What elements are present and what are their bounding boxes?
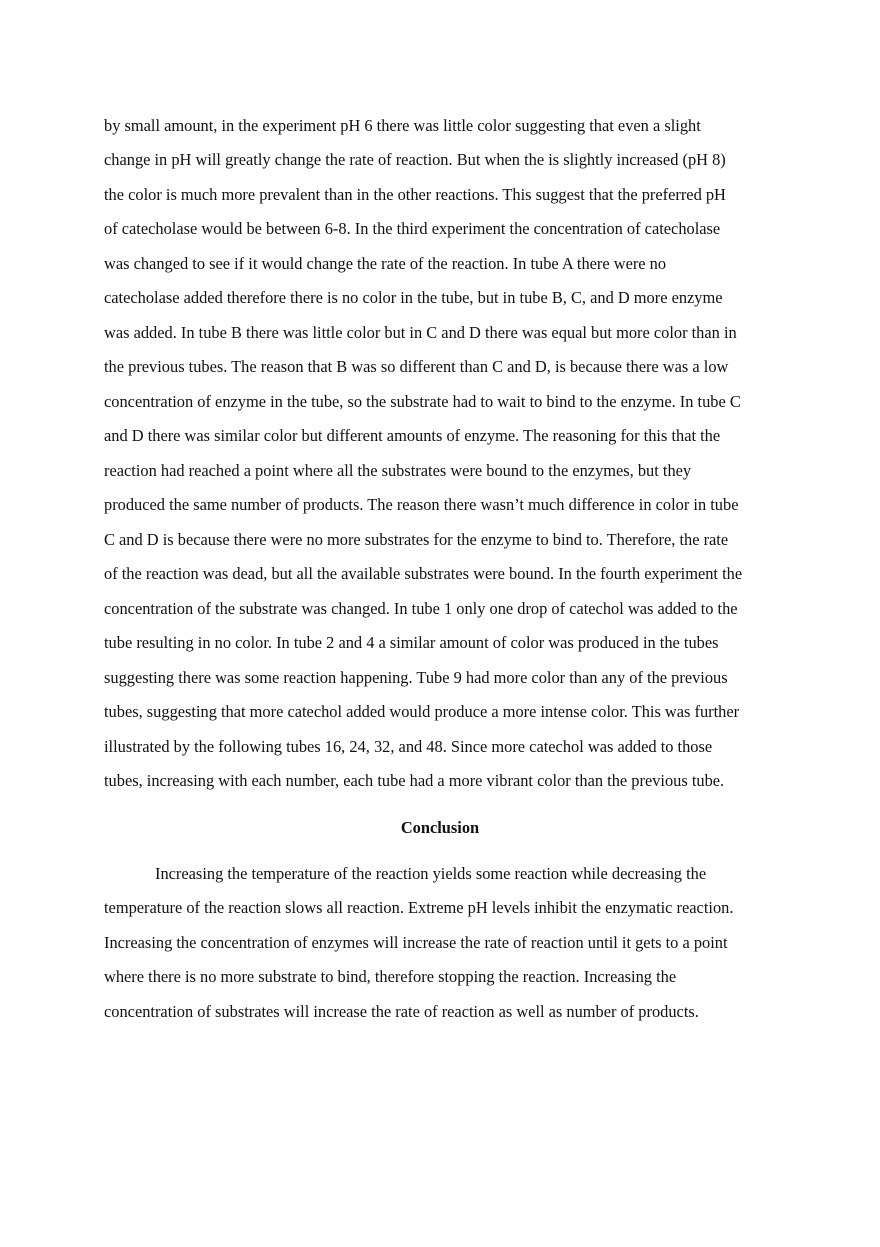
discussion-line: change in pH will greatly change the rate of reaction. But when the is slightly increased (pH 8) xyxy=(104,150,726,169)
conclusion-heading: Conclusion xyxy=(400,818,480,837)
conclusion-line: concentration of substrates will increase the rate of reaction as well as number of products. xyxy=(104,1002,699,1021)
discussion-line: tubes, increasing with each number, each tube had a more vibrant color than the previous tube. xyxy=(104,771,725,790)
discussion-line: catecholase added therefore there is no color in the tube, but in tube B, C, and D more enzyme xyxy=(104,288,723,307)
discussion-line: of the reaction was dead, but all the available substrates were bound. In the fourth experiment the xyxy=(104,564,743,583)
discussion-line: and D there was similar color but different amounts of enzyme. The reasoning for this that the xyxy=(104,426,721,445)
discussion-line: the color is much more prevalent than in the other reactions. This suggest that the preferred pH xyxy=(104,185,726,204)
discussion-line: concentration of the substrate was changed. In tube 1 only one drop of catechol was added to the xyxy=(104,599,738,618)
discussion-line: was changed to see if it would change the rate of the reaction. In tube A there were no xyxy=(104,254,667,273)
conclusion-line: Increasing the temperature of the reaction yields some reaction while decreasing the xyxy=(155,864,707,883)
conclusion-line: temperature of the reaction slows all reaction. Extreme pH levels inhibit the enzymatic reaction. xyxy=(104,898,734,917)
discussion-line: the previous tubes. The reason that B was so different than C and D, is because there was a low xyxy=(104,357,729,376)
discussion-line: tube resulting in no color. In tube 2 and 4 a similar amount of color was produced in the tubes xyxy=(104,633,719,652)
discussion-line: suggesting there was some reaction happening. Tube 9 had more color than any of the previous xyxy=(104,668,728,687)
discussion-line: tubes, suggesting that more catechol added would produce a more intense color. This was further xyxy=(104,702,740,721)
discussion-line: by small amount, in the experiment pH 6 there was little color suggesting that even a slight xyxy=(104,116,701,135)
discussion-line: concentration of enzyme in the tube, so the substrate had to wait to bind to the enzyme. In tube C xyxy=(104,392,741,411)
discussion-line: produced the same number of products. The reason there wasn’t much difference in color in tube xyxy=(104,495,739,514)
discussion-line: C and D is because there were no more substrates for the enzyme to bind to. Therefore, the rate xyxy=(104,530,729,549)
discussion-line: of catecholase would be between 6-8. In the third experiment the concentration of catecholase xyxy=(104,219,721,238)
conclusion-line: Increasing the concentration of enzymes will increase the rate of reaction until it gets to a point xyxy=(104,933,728,952)
conclusion-line: where there is no more substrate to bind, therefore stopping the reaction. Increasing the xyxy=(104,967,677,986)
discussion-line: illustrated by the following tubes 16, 24, 32, and 48. Since more catechol was added to those xyxy=(104,737,713,756)
discussion-line: was added. In tube B there was little color but in C and D there was equal but more color than in xyxy=(104,323,737,342)
discussion-line: reaction had reached a point where all the substrates were bound to the enzymes, but they xyxy=(104,461,692,480)
